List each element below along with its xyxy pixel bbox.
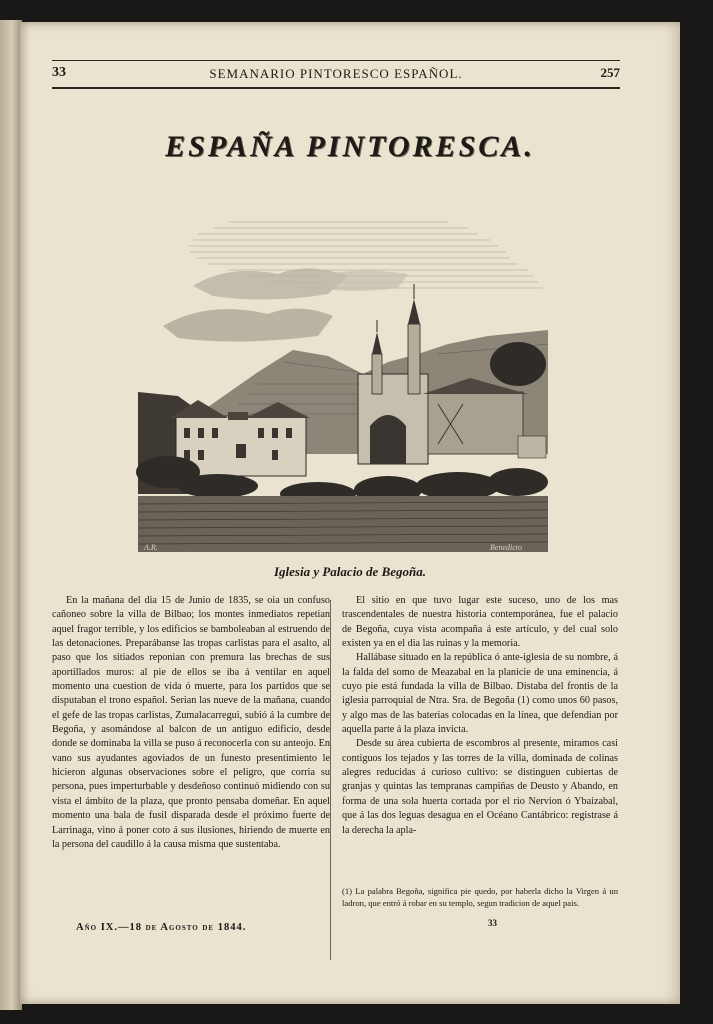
footnote-text: (1) La palabra Begoña, significa pie quedo, por haberla dicho la Virgen á un ladron, que entró á robar en su templo, segun tradicion de aquel pais.	[342, 886, 618, 908]
article-column-right	[342, 594, 618, 838]
column-divider	[330, 600, 331, 960]
issue-number: 33	[52, 65, 66, 80]
journal-title: SEMANARIO PINTORESCO ESPAÑOL.	[209, 66, 463, 81]
issue-date: Año IX.—18 de Agosto de 1844.	[76, 922, 247, 933]
page-folio: 257	[600, 65, 620, 80]
article-column-left	[52, 594, 330, 852]
footnote	[342, 886, 618, 909]
paragraph: Hallábase situado en la república ó ante-iglesia de su nombre, á la falda del somo de Meazabal en la planicie de una eminencia, á cuyo pie está fundada la villa de Bilbao. Distaba del frontis de la iglesia parroquial de Ntra. Sra. de Begoña (1) como unos 60 pasos, y algo mas de las baterias colocadas en la línea, que defendian por aquella parte á la plaza invicta.	[342, 652, 618, 736]
signature-mark: 33	[488, 918, 497, 928]
running-head	[52, 60, 620, 89]
newspaper-page	[20, 22, 680, 1004]
engraving-signature-right: Benedicto	[490, 543, 522, 552]
paragraph: El sitio en que tuvo lugar este suceso, uno de los mas trascendentales de nuestra historia contemporánea, fue el palacio de Begoña, cuya vista acompaña á este artículo, y del cual solo existen ya en el dia las ruinas y la memoria.	[342, 595, 618, 650]
engraving-illustration	[118, 204, 548, 554]
paragraph: Desde su área cubierta de escombros al presente, miramos casi contiguos los tejados y las torres de la villa, dominada de colinas alegres reducidas á curioso cultivo: se distinguen cubiertas de granjas y quintas las tempranas campiñas de Deusto y Abando, en forma de una sola huerta cortada por el rio Nervion ó Ybaizabal, que á las dos leguas desagua en el Océano Cantábrico: registrase á la derecha la apla-	[342, 738, 618, 836]
clouds	[163, 268, 408, 341]
illustration-caption: Iglesia y Palacio de Begoña.	[273, 564, 426, 579]
facing-page-edge	[0, 20, 22, 1010]
section-title: ESPAÑA PINTORESCA.	[165, 130, 535, 163]
paragraph: En la mañana del dia 15 de Junio de 1835, se oia un confuso cañoneo sobre la villa de Bilbao; los montes inmediatos repetian aquel fragor terrible, y los edificios se bamboleaban al estruendo de las detonaciones. Preparábanse las tropas carlistas para el asalto, al paso que los sitiados reponian con premura las brechas de sus aportillados muros: al pie de ellos se iba á ventilar en aquel momento una cuestion de vida ó muerte, para los partidos que se disputaban el trono español. Serian las nueve de la mañana, cuando el gefe de las tropas carlistas, Zumalacarregui, subió á la cumbre de Begoña, y asomándose al balcon de un antiguo edificio, desde donde se dominaba la villa se puso á reconocerla con su anteojo. En vano sus ayudantes agoviados de un funesto presentimiento le hicieron algunas observaciones sobre el peligro, que corria su persona, pues imperturbable y desdeñoso continuó midiendo con su vista el ámbito de la plaza, que pronto pensaba domeñar. En aquel momento una bala de fusil disparada desde el próximo fuerte de Larrinaga, vino á poner coto á sus ilusiones, hiriendo de muerte en la persona del caudillo á la causa misma que sustentaba.	[52, 595, 330, 850]
engraving-signature-left: A.R.	[144, 543, 158, 552]
